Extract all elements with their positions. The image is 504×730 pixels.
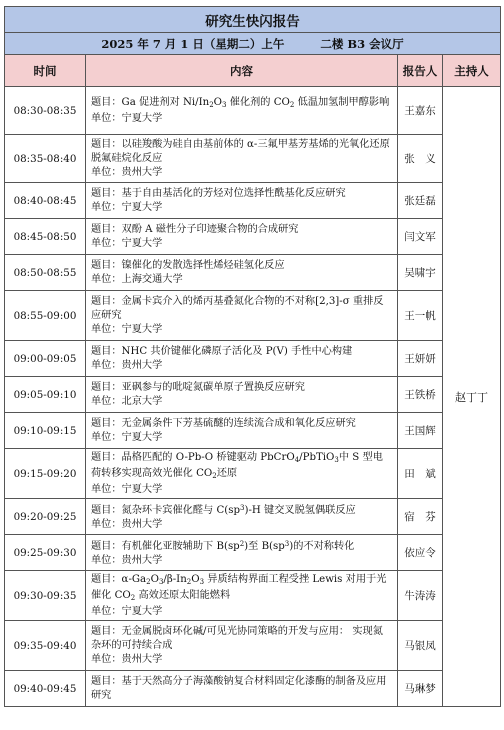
talk-unit: 单位：宁夏大学 <box>91 323 163 335</box>
table-row <box>5 499 501 535</box>
row-time: 08:35-08:40 <box>5 135 86 183</box>
talk-title: 题目：基于自由基活化的芳烃对位选择性酰基化反应研究 <box>91 187 346 199</box>
row-time: 08:55-09:00 <box>5 291 86 341</box>
talk-unit: 单位：贵州大学 <box>91 653 163 665</box>
row-time: 08:40-08:45 <box>5 183 86 219</box>
row-content <box>86 499 398 535</box>
schedule-body <box>5 87 501 707</box>
row-content <box>86 413 398 449</box>
row-content <box>86 571 398 621</box>
talk-unit: 单位：宁夏大学 <box>91 201 163 213</box>
row-content <box>86 255 398 291</box>
table-row <box>5 413 501 449</box>
row-content <box>86 671 398 707</box>
talk-unit: 单位：贵州大学 <box>91 555 163 566</box>
table-row <box>5 341 501 377</box>
talk-unit: 单位：宁夏大学 <box>91 431 163 443</box>
column-header-content: 内容 <box>86 55 398 87</box>
table-row <box>5 183 501 219</box>
schedule-subtitle <box>5 33 501 55</box>
table-row <box>5 135 501 183</box>
talk-unit: 单位：宁夏大学 <box>91 483 163 495</box>
row-speaker: 王一帆 <box>398 291 443 341</box>
column-header-host: 主持人 <box>443 55 501 87</box>
row-content <box>86 183 398 219</box>
talk-title: 题目：$\alpha-Ga_2O_3/\beta-In_2O_3$ 异质结构界面工程受挫 Lewis 对用于光催化 $CO_2$ 高效还原太阳能燃料 <box>91 573 387 602</box>
date-line: 2025 年 7 月 1 日（星期二）上午 <box>101 36 285 51</box>
talk-title: 题目：氮杂环卡宾催化醛与 $C(sp^3)-H$ 键交叉脱氢偶联反应 <box>91 504 356 516</box>
row-speaker: 张廷磊 <box>398 183 443 219</box>
talk-title: 题目：无金属条件下芳基硫醚的连续流合成和氧化反应研究 <box>91 417 356 429</box>
row-speaker: 闫文军 <box>398 219 443 255</box>
table-row <box>5 255 501 291</box>
talk-unit: 单位：北京大学 <box>91 395 163 407</box>
row-speaker: 依应令 <box>398 535 443 571</box>
schedule-title: 研究生快闪报告 <box>5 7 501 33</box>
talk-title: 题目：无金属脱卤环化碱/可见光协同策略的开发与应用： 实现氮杂环的可持续合成 <box>91 625 383 651</box>
table-row <box>5 671 501 707</box>
talk-unit: 单位：宁夏大学 <box>91 237 163 249</box>
row-time: 09:40-09:45 <box>5 671 86 707</box>
column-header-time: 时间 <box>5 55 86 87</box>
row-speaker: 宿 芬 <box>398 499 443 535</box>
row-content <box>86 377 398 413</box>
row-time: 08:45-08:50 <box>5 219 86 255</box>
talk-unit: 单位：贵州大学 <box>91 359 163 371</box>
row-speaker: 王铁桥 <box>398 377 443 413</box>
schedule-table <box>4 6 501 707</box>
table-row <box>5 87 501 135</box>
row-content <box>86 341 398 377</box>
row-time: 09:00-09:05 <box>5 341 86 377</box>
row-time: 08:30-08:35 <box>5 87 86 135</box>
talk-title: 题目：基于天然高分子海藻酸钠复合材料固定化漆酶的制备及应用研究 <box>91 675 387 701</box>
table-row <box>5 449 501 499</box>
table-row <box>5 291 501 341</box>
talk-unit: 单位：宁夏大学 <box>91 112 163 124</box>
talk-title: 题目：有机催化亚胺辅助下 $B(sp^2)$至 $B(sp^3)$的不对称转化 <box>91 540 355 552</box>
talk-title: 题目：以硅羧酸为硅自由基前体的 α-三氟甲基芳基烯的光氧化还原脱氟硅烷化反应 <box>91 138 390 164</box>
talk-title: 题目：Ga 促进剂对 $Ni/In_2O_3$ 催化剂的 $CO_2$ 低温加氢制甲醇影响 <box>91 96 390 109</box>
row-time: 09:20-09:25 <box>5 499 86 535</box>
row-content <box>86 449 398 499</box>
row-time: 09:10-09:15 <box>5 413 86 449</box>
row-speaker: 王国辉 <box>398 413 443 449</box>
column-header-speaker: 报告人 <box>398 55 443 87</box>
row-speaker: 马琳梦 <box>398 671 443 707</box>
table-row <box>5 219 501 255</box>
row-speaker: 张 义 <box>398 135 443 183</box>
talk-title: 题目：亚砜参与的吡啶氮碳单原子置换反应研究 <box>91 381 305 393</box>
talk-unit: 单位：贵州大学 <box>91 519 163 530</box>
talk-title: 题目：NHC 共价键催化磷原子活化及 P(V) 手性中心构建 <box>91 345 353 357</box>
talk-title: 题目：晶格匹配的 O-Pb-O 桥键驱动 PbCrO$_4$/PbTiO$_3$中 S 型电荷转移实现高效光催化 $CO_2$还原 <box>91 451 383 480</box>
row-time: 09:35-09:40 <box>5 621 86 671</box>
table-row <box>5 571 501 621</box>
talk-unit: 单位：贵州大学 <box>91 166 163 178</box>
row-speaker: 王妍妍 <box>398 341 443 377</box>
row-time: 09:05-09:10 <box>5 377 86 413</box>
talk-unit: 单位：宁夏大学 <box>91 605 163 617</box>
location: 二楼 B3 会议厅 <box>320 36 404 51</box>
talk-title: 题目：金属卡宾介入的烯丙基叠氮化合物的不对称[2,3]-σ 重排反应研究 <box>91 295 384 321</box>
row-speaker: 田 斌 <box>398 449 443 499</box>
row-speaker: 吴啸宇 <box>398 255 443 291</box>
host-name: 赵丁丁 <box>443 87 501 707</box>
row-content <box>86 535 398 571</box>
table-row <box>5 377 501 413</box>
table-row <box>5 535 501 571</box>
row-content <box>86 87 398 135</box>
row-content <box>86 219 398 255</box>
row-time: 09:30-09:35 <box>5 571 86 621</box>
talk-title: 题目：镍催化的发散选择性烯烃硅氢化反应 <box>91 259 285 271</box>
row-content <box>86 621 398 671</box>
row-speaker: 马银凤 <box>398 621 443 671</box>
row-content <box>86 291 398 341</box>
row-time: 09:15-09:20 <box>5 449 86 499</box>
row-speaker: 王嘉东 <box>398 87 443 135</box>
row-speaker: 牛涛涛 <box>398 571 443 621</box>
row-time: 08:50-08:55 <box>5 255 86 291</box>
talk-title: 题目：双酚 A 磁性分子印迹聚合物的合成研究 <box>91 223 299 235</box>
row-time: 09:25-09:30 <box>5 535 86 571</box>
talk-unit: 单位：上海交通大学 <box>91 273 183 285</box>
row-content <box>86 135 398 183</box>
table-row <box>5 621 501 671</box>
